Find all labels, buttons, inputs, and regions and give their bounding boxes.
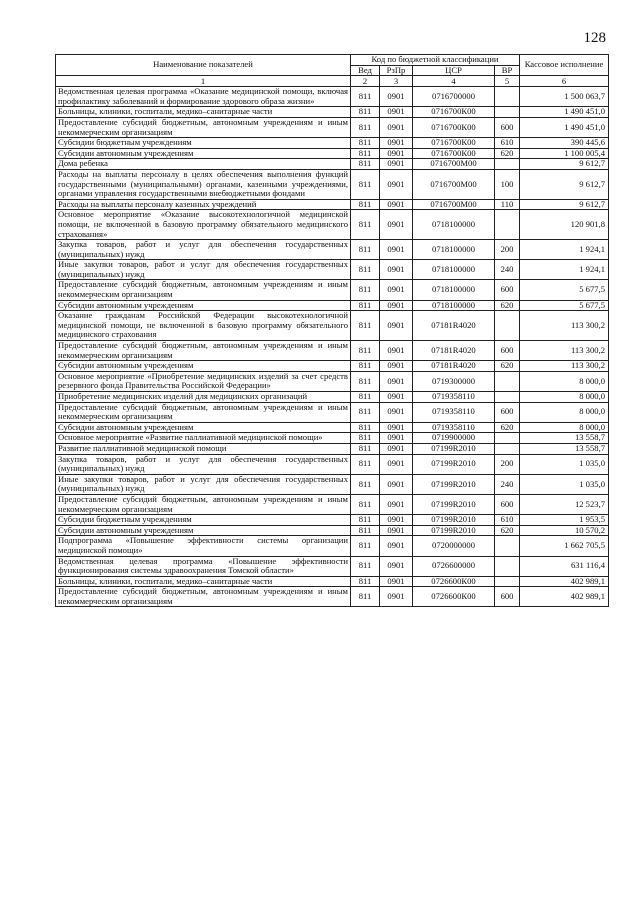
row-csr: 0716700К00 bbox=[413, 138, 495, 149]
table-row bbox=[56, 148, 609, 159]
row-name: Приобретение медицинских изделий для медицинских организаций bbox=[56, 392, 351, 403]
row-rzpr: 0901 bbox=[380, 422, 413, 433]
row-name: Предоставление субсидий бюджетным, автономным учреждениям и иным некоммерческим организациям bbox=[56, 341, 351, 361]
row-ved: 811 bbox=[351, 159, 380, 170]
row-vr bbox=[495, 536, 520, 556]
row-name: Субсидии автономным учреждениям bbox=[56, 422, 351, 433]
row-csr: 0719300000 bbox=[413, 371, 495, 391]
row-vr: 200 bbox=[495, 240, 520, 260]
row-rzpr: 0901 bbox=[380, 280, 413, 300]
row-amount: 1 924,1 bbox=[520, 240, 609, 260]
table-row bbox=[56, 361, 609, 372]
table-row bbox=[56, 107, 609, 118]
table-row bbox=[56, 474, 609, 494]
row-name: Предоставление субсидий бюджетным, автономным учреждениям и иным некоммерческим организациям bbox=[56, 587, 351, 607]
row-ved: 811 bbox=[351, 556, 380, 576]
header-name: Наименование показателей bbox=[56, 55, 351, 76]
row-vr: 620 bbox=[495, 300, 520, 311]
row-vr bbox=[495, 311, 520, 341]
row-vr bbox=[495, 210, 520, 240]
row-vr bbox=[495, 433, 520, 444]
row-amount: 1 490 451,0 bbox=[520, 107, 609, 118]
row-csr: 0718100000 bbox=[413, 240, 495, 260]
row-vr bbox=[495, 392, 520, 403]
row-name: Закупка товаров, работ и услуг для обеспечения государственных (муниципальных) нужд bbox=[56, 454, 351, 474]
row-csr: 07199R2010 bbox=[413, 525, 495, 536]
table-row bbox=[56, 260, 609, 280]
row-name: Развитие паллиативной медицинской помощи bbox=[56, 443, 351, 454]
row-rzpr: 0901 bbox=[380, 87, 413, 107]
row-amount: 113 300,2 bbox=[520, 361, 609, 372]
row-name: Основное мероприятие «Приобретение медицинских изделий за счет средств резервного фонда Правительства Российской Федерации» bbox=[56, 371, 351, 391]
row-csr: 07181R4020 bbox=[413, 341, 495, 361]
row-name: Подпрограмма «Повышение эффективности системы организации медицинской помощи» bbox=[56, 536, 351, 556]
row-ved: 811 bbox=[351, 494, 380, 514]
table-row bbox=[56, 494, 609, 514]
row-ved: 811 bbox=[351, 433, 380, 444]
column-number: 4 bbox=[413, 76, 495, 87]
row-name: Основное мероприятие «Развитие паллиативной медицинской помощи» bbox=[56, 433, 351, 444]
row-amount: 13 558,7 bbox=[520, 433, 609, 444]
row-name: Субсидии бюджетным учреждениям bbox=[56, 515, 351, 526]
row-vr: 110 bbox=[495, 199, 520, 210]
row-ved: 811 bbox=[351, 443, 380, 454]
row-csr: 07181R4020 bbox=[413, 311, 495, 341]
row-name: Дома ребенка bbox=[56, 159, 351, 170]
row-vr: 600 bbox=[495, 117, 520, 137]
table-row bbox=[56, 169, 609, 199]
table-row bbox=[56, 443, 609, 454]
table-row bbox=[56, 300, 609, 311]
row-csr: 0719358110 bbox=[413, 402, 495, 422]
row-rzpr: 0901 bbox=[380, 371, 413, 391]
row-amount: 8 000,0 bbox=[520, 402, 609, 422]
table-row bbox=[56, 159, 609, 170]
row-ved: 811 bbox=[351, 240, 380, 260]
row-rzpr: 0901 bbox=[380, 341, 413, 361]
row-rzpr: 0901 bbox=[380, 494, 413, 514]
row-name: Предоставление субсидий бюджетным, автономным учреждениям и иным некоммерческим организациям bbox=[56, 494, 351, 514]
row-csr: 0716700000 bbox=[413, 87, 495, 107]
table-row bbox=[56, 515, 609, 526]
row-rzpr: 0901 bbox=[380, 515, 413, 526]
row-rzpr: 0901 bbox=[380, 361, 413, 372]
header-ved: Вед bbox=[351, 65, 380, 76]
row-rzpr: 0901 bbox=[380, 240, 413, 260]
table-row bbox=[56, 587, 609, 607]
budget-table bbox=[55, 54, 609, 607]
row-vr bbox=[495, 443, 520, 454]
row-rzpr: 0901 bbox=[380, 433, 413, 444]
table-row bbox=[56, 199, 609, 210]
row-vr: 600 bbox=[495, 494, 520, 514]
row-csr: 07199R2010 bbox=[413, 443, 495, 454]
row-ved: 811 bbox=[351, 525, 380, 536]
row-rzpr: 0901 bbox=[380, 300, 413, 311]
row-ved: 811 bbox=[351, 474, 380, 494]
row-amount: 8 000,0 bbox=[520, 422, 609, 433]
row-csr: 07199R2010 bbox=[413, 454, 495, 474]
row-amount: 1 035,0 bbox=[520, 474, 609, 494]
row-csr: 0726600К00 bbox=[413, 576, 495, 587]
row-amount: 10 570,2 bbox=[520, 525, 609, 536]
row-ved: 811 bbox=[351, 587, 380, 607]
table-row bbox=[56, 371, 609, 391]
row-vr: 610 bbox=[495, 138, 520, 149]
row-amount: 9 612,7 bbox=[520, 159, 609, 170]
row-rzpr: 0901 bbox=[380, 138, 413, 149]
table-row bbox=[56, 525, 609, 536]
row-csr: 0726600000 bbox=[413, 556, 495, 576]
table-row bbox=[56, 556, 609, 576]
row-csr: 0716700М00 bbox=[413, 159, 495, 170]
row-amount: 5 677,5 bbox=[520, 280, 609, 300]
row-amount: 113 300,2 bbox=[520, 341, 609, 361]
row-amount: 631 116,4 bbox=[520, 556, 609, 576]
header-code-group: Код по бюджетной классификации bbox=[351, 55, 520, 66]
row-csr: 0716700К00 bbox=[413, 117, 495, 137]
table-body bbox=[56, 87, 609, 607]
row-vr: 240 bbox=[495, 474, 520, 494]
row-name: Ведомственная целевая программа «Оказание медицинской помощи, включая профилактику заболеваний и формирование здорового образа жизни» bbox=[56, 87, 351, 107]
row-csr: 0718100000 bbox=[413, 300, 495, 311]
row-rzpr: 0901 bbox=[380, 117, 413, 137]
row-amount: 8 000,0 bbox=[520, 371, 609, 391]
row-ved: 811 bbox=[351, 454, 380, 474]
row-ved: 811 bbox=[351, 169, 380, 199]
row-rzpr: 0901 bbox=[380, 260, 413, 280]
row-csr: 0716700К00 bbox=[413, 148, 495, 159]
row-vr: 620 bbox=[495, 422, 520, 433]
row-ved: 811 bbox=[351, 371, 380, 391]
page-number: 128 bbox=[583, 30, 606, 46]
row-ved: 811 bbox=[351, 402, 380, 422]
row-vr bbox=[495, 556, 520, 576]
row-vr: 620 bbox=[495, 148, 520, 159]
column-number: 1 bbox=[56, 76, 351, 87]
row-rzpr: 0901 bbox=[380, 587, 413, 607]
column-number: 2 bbox=[351, 76, 380, 87]
row-name: Субсидии автономным учреждениям bbox=[56, 148, 351, 159]
row-ved: 811 bbox=[351, 536, 380, 556]
row-name: Субсидии автономным учреждениям bbox=[56, 361, 351, 372]
row-name: Иные закупки товаров, работ и услуг для обеспечения государственных (муниципальных) нужд bbox=[56, 474, 351, 494]
row-name: Больницы, клиники, госпитали, медико–санитарные части bbox=[56, 576, 351, 587]
row-amount: 12 523,7 bbox=[520, 494, 609, 514]
row-ved: 811 bbox=[351, 199, 380, 210]
header-vr: ВР bbox=[495, 65, 520, 76]
row-amount: 390 445,6 bbox=[520, 138, 609, 149]
row-amount: 1 953,5 bbox=[520, 515, 609, 526]
row-csr: 07199R2010 bbox=[413, 515, 495, 526]
row-csr: 07199R2010 bbox=[413, 494, 495, 514]
table-row bbox=[56, 433, 609, 444]
table-row bbox=[56, 240, 609, 260]
row-amount: 120 901,8 bbox=[520, 210, 609, 240]
row-name: Иные закупки товаров, работ и услуг для обеспечения государственных (муниципальных) нужд bbox=[56, 260, 351, 280]
row-amount: 1 924,1 bbox=[520, 260, 609, 280]
row-ved: 811 bbox=[351, 107, 380, 118]
table-row bbox=[56, 454, 609, 474]
row-rzpr: 0901 bbox=[380, 311, 413, 341]
row-name: Больницы, клиники, госпитали, медико–санитарные части bbox=[56, 107, 351, 118]
row-csr: 0720000000 bbox=[413, 536, 495, 556]
row-rzpr: 0901 bbox=[380, 210, 413, 240]
row-amount: 9 612,7 bbox=[520, 199, 609, 210]
row-name: Расходы на выплаты персоналу казенных учреждений bbox=[56, 199, 351, 210]
table-row bbox=[56, 117, 609, 137]
table-row bbox=[56, 341, 609, 361]
row-vr: 200 bbox=[495, 454, 520, 474]
row-ved: 811 bbox=[351, 576, 380, 587]
row-rzpr: 0901 bbox=[380, 536, 413, 556]
row-rzpr: 0901 bbox=[380, 199, 413, 210]
header-csr: ЦСР bbox=[413, 65, 495, 76]
row-name: Предоставление субсидий бюджетным, автономным учреждениям и иным некоммерческим организациям bbox=[56, 117, 351, 137]
row-vr bbox=[495, 107, 520, 118]
row-rzpr: 0901 bbox=[380, 474, 413, 494]
row-rzpr: 0901 bbox=[380, 402, 413, 422]
row-ved: 811 bbox=[351, 210, 380, 240]
row-ved: 811 bbox=[351, 392, 380, 403]
table-row bbox=[56, 87, 609, 107]
row-vr: 600 bbox=[495, 587, 520, 607]
row-name: Предоставление субсидий бюджетным, автономным учреждениям и иным некоммерческим организациям bbox=[56, 402, 351, 422]
column-number: 6 bbox=[520, 76, 609, 87]
row-ved: 811 bbox=[351, 87, 380, 107]
row-vr: 620 bbox=[495, 525, 520, 536]
row-rzpr: 0901 bbox=[380, 443, 413, 454]
header-exec: Кассовое исполнение bbox=[520, 55, 609, 76]
row-rzpr: 0901 bbox=[380, 454, 413, 474]
row-amount: 1 035,0 bbox=[520, 454, 609, 474]
row-vr bbox=[495, 371, 520, 391]
table-row bbox=[56, 311, 609, 341]
row-vr bbox=[495, 576, 520, 587]
row-csr: 0716700М00 bbox=[413, 169, 495, 199]
table-row bbox=[56, 280, 609, 300]
row-rzpr: 0901 bbox=[380, 576, 413, 587]
row-amount: 1 490 451,0 bbox=[520, 117, 609, 137]
row-name: Расходы на выплаты персоналу в целях обеспечения выполнения функций государственными (муниципальными) органами, казенными учреждениями, органами управления государственными внебюджетными фондами bbox=[56, 169, 351, 199]
row-name: Субсидии автономным учреждениям bbox=[56, 525, 351, 536]
row-vr: 600 bbox=[495, 402, 520, 422]
row-csr: 0716700М00 bbox=[413, 199, 495, 210]
row-rzpr: 0901 bbox=[380, 169, 413, 199]
row-vr: 610 bbox=[495, 515, 520, 526]
row-rzpr: 0901 bbox=[380, 525, 413, 536]
row-rzpr: 0901 bbox=[380, 159, 413, 170]
row-csr: 0719358110 bbox=[413, 422, 495, 433]
header-rzpr: РзПр bbox=[380, 65, 413, 76]
row-csr: 0718100000 bbox=[413, 280, 495, 300]
row-name: Ведомственная целевая программа «Повышение эффективности функционирования системы здравоохранения Томской области» bbox=[56, 556, 351, 576]
row-vr: 620 bbox=[495, 361, 520, 372]
row-csr: 0719900000 bbox=[413, 433, 495, 444]
table-row bbox=[56, 402, 609, 422]
row-ved: 811 bbox=[351, 260, 380, 280]
row-csr: 07181R4020 bbox=[413, 361, 495, 372]
table-row bbox=[56, 576, 609, 587]
row-ved: 811 bbox=[351, 515, 380, 526]
table-row bbox=[56, 536, 609, 556]
row-csr: 0718100000 bbox=[413, 210, 495, 240]
table-row bbox=[56, 422, 609, 433]
row-vr: 240 bbox=[495, 260, 520, 280]
row-amount: 5 677,5 bbox=[520, 300, 609, 311]
row-ved: 811 bbox=[351, 148, 380, 159]
row-ved: 811 bbox=[351, 138, 380, 149]
row-ved: 811 bbox=[351, 361, 380, 372]
row-csr: 0718100000 bbox=[413, 260, 495, 280]
row-amount: 402 989,1 bbox=[520, 576, 609, 587]
row-ved: 811 bbox=[351, 422, 380, 433]
row-csr: 0726600К00 bbox=[413, 587, 495, 607]
row-csr: 0719358110 bbox=[413, 392, 495, 403]
row-amount: 13 558,7 bbox=[520, 443, 609, 454]
row-ved: 811 bbox=[351, 341, 380, 361]
row-vr: 600 bbox=[495, 280, 520, 300]
row-vr bbox=[495, 87, 520, 107]
row-amount: 1 500 063,7 bbox=[520, 87, 609, 107]
row-rzpr: 0901 bbox=[380, 148, 413, 159]
row-ved: 811 bbox=[351, 311, 380, 341]
row-amount: 113 300,2 bbox=[520, 311, 609, 341]
row-amount: 1 100 005,4 bbox=[520, 148, 609, 159]
row-vr: 100 bbox=[495, 169, 520, 199]
row-ved: 811 bbox=[351, 117, 380, 137]
row-rzpr: 0901 bbox=[380, 556, 413, 576]
row-amount: 402 989,1 bbox=[520, 587, 609, 607]
row-vr bbox=[495, 159, 520, 170]
row-ved: 811 bbox=[351, 280, 380, 300]
row-csr: 07199R2010 bbox=[413, 474, 495, 494]
row-name: Закупка товаров, работ и услуг для обеспечения государственных (муниципальных) нужд bbox=[56, 240, 351, 260]
row-amount: 8 000,0 bbox=[520, 392, 609, 403]
table-row bbox=[56, 210, 609, 240]
row-name: Основное мероприятие «Оказание высокотехнологичной медицинской помощи, не включенной в базовую программу обязательного медицинского страхования» bbox=[56, 210, 351, 240]
row-name: Оказание гражданам Российской Федерации высокотехнологичной медицинской помощи, не включенной в базовую программу обязательного медицинского страхования bbox=[56, 311, 351, 341]
column-number: 3 bbox=[380, 76, 413, 87]
row-ved: 811 bbox=[351, 300, 380, 311]
row-name: Субсидии бюджетным учреждениям bbox=[56, 138, 351, 149]
row-vr: 600 bbox=[495, 341, 520, 361]
table-row bbox=[56, 392, 609, 403]
table-row bbox=[56, 138, 609, 149]
row-amount: 9 612,7 bbox=[520, 169, 609, 199]
row-csr: 0716700К00 bbox=[413, 107, 495, 118]
row-name: Предоставление субсидий бюджетным, автономным учреждениям и иным некоммерческим организациям bbox=[56, 280, 351, 300]
row-name: Субсидии автономным учреждениям bbox=[56, 300, 351, 311]
column-number: 5 bbox=[495, 76, 520, 87]
row-rzpr: 0901 bbox=[380, 392, 413, 403]
row-amount: 1 662 705,5 bbox=[520, 536, 609, 556]
row-rzpr: 0901 bbox=[380, 107, 413, 118]
